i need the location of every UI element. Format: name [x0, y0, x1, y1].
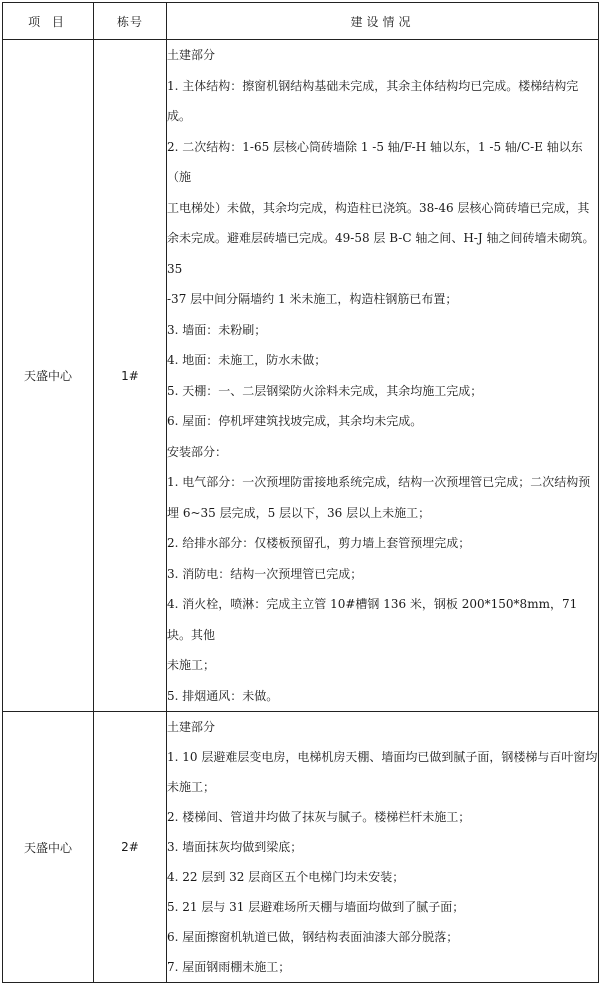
status-cell — [167, 40, 599, 712]
status-line: 4. 22 层到 32 层商区五个电梯门均未安装； — [167, 870, 405, 884]
status-line: 6. 屋面擦窗机轨道已做，钢结构表面油漆大部分脱落； — [167, 930, 459, 944]
status-line: 1. 主体结构：擦窗机钢结构基础未完成，其余主体结构均已完成。楼梯结构完 — [167, 78, 579, 93]
status-line: 土建部分 — [167, 48, 216, 62]
status-line: 5. 排烟通风：未做。 — [167, 688, 279, 703]
status-line: 未施工； — [167, 780, 216, 794]
status-line: 3. 消防电：结构一次预埋管已完成； — [167, 566, 363, 581]
building-cell: 2# — [94, 712, 167, 983]
status-line: 6. 屋面：停机坪建筑找坡完成，其余均未完成。 — [167, 414, 423, 428]
project-cell: 天盛中心 — [3, 712, 94, 983]
construction-status-table — [2, 2, 599, 983]
header-status: 建设情况 — [167, 3, 599, 40]
status-line: 余未完成。避难层砖墙已完成。49-58 层 B-C 轴之间、H-J 轴之间砖墙未砌筑。35 — [167, 231, 595, 276]
status-line: 3. 墙面抹灰均做到梁底； — [167, 840, 303, 854]
table-row — [3, 712, 599, 983]
status-line: -37 层中间分隔墙约 1 米未施工，构造柱钢筋已布置； — [167, 292, 458, 306]
status-line: 5. 天棚：一、二层钢梁防火涂料未完成，其余均施工完成； — [167, 383, 483, 398]
status-line: 2. 给排水部分：仅楼板预留孔，剪力墙上套管预埋完成； — [167, 536, 471, 550]
status-line: 1. 10 层避难层变电房，电梯机房天棚、墙面均已做到腻子面，钢楼梯与百叶窗均 — [167, 750, 598, 764]
header-building: 栋号 — [94, 3, 167, 40]
status-line: 安装部分： — [167, 444, 228, 459]
status-line: 3. 墙面：未粉刷； — [167, 322, 267, 337]
status-line: 4. 地面：未施工，防水未做； — [167, 353, 327, 367]
status-line: 未施工； — [167, 658, 216, 672]
status-line: 7. 屋面钢雨棚未施工； — [167, 960, 291, 974]
status-line: 成。 — [167, 109, 192, 123]
header-project: 项 目 — [3, 3, 94, 40]
building-cell: 1# — [94, 40, 167, 712]
table-row — [3, 40, 599, 712]
header-row — [3, 3, 599, 40]
status-line: 工电梯处）未做，其余均完成，构造柱已浇筑。38-46 层核心筒砖墙已完成，其 — [167, 200, 590, 215]
status-cell — [167, 712, 599, 983]
status-line: 2. 楼梯间、管道井均做了抹灰与腻子。楼梯栏杆未施工； — [167, 810, 471, 824]
status-line: 5. 21 层与 31 层避难场所天棚与墙面均做到了腻子面； — [167, 900, 465, 914]
status-line: 2. 二次结构：1-65 层核心筒砖墙除 1 -5 轴/F-H 轴以东，1 -5 轴/C-E 轴以东（施 — [167, 139, 583, 184]
status-line: 埋 6~35 层完成，5 层以下，36 层以上未施工； — [167, 505, 431, 520]
status-line: 1. 电气部分：一次预埋防雷接地系统完成，结构一次预埋管已完成；二次结构预 — [167, 475, 591, 489]
status-line: 土建部分 — [167, 720, 216, 734]
status-line: 4. 消火栓，喷淋：完成主立管 10#槽钢 136 米，钢板 200*150*8mm，71 块。其他 — [167, 597, 578, 642]
project-cell: 天盛中心 — [3, 40, 94, 712]
